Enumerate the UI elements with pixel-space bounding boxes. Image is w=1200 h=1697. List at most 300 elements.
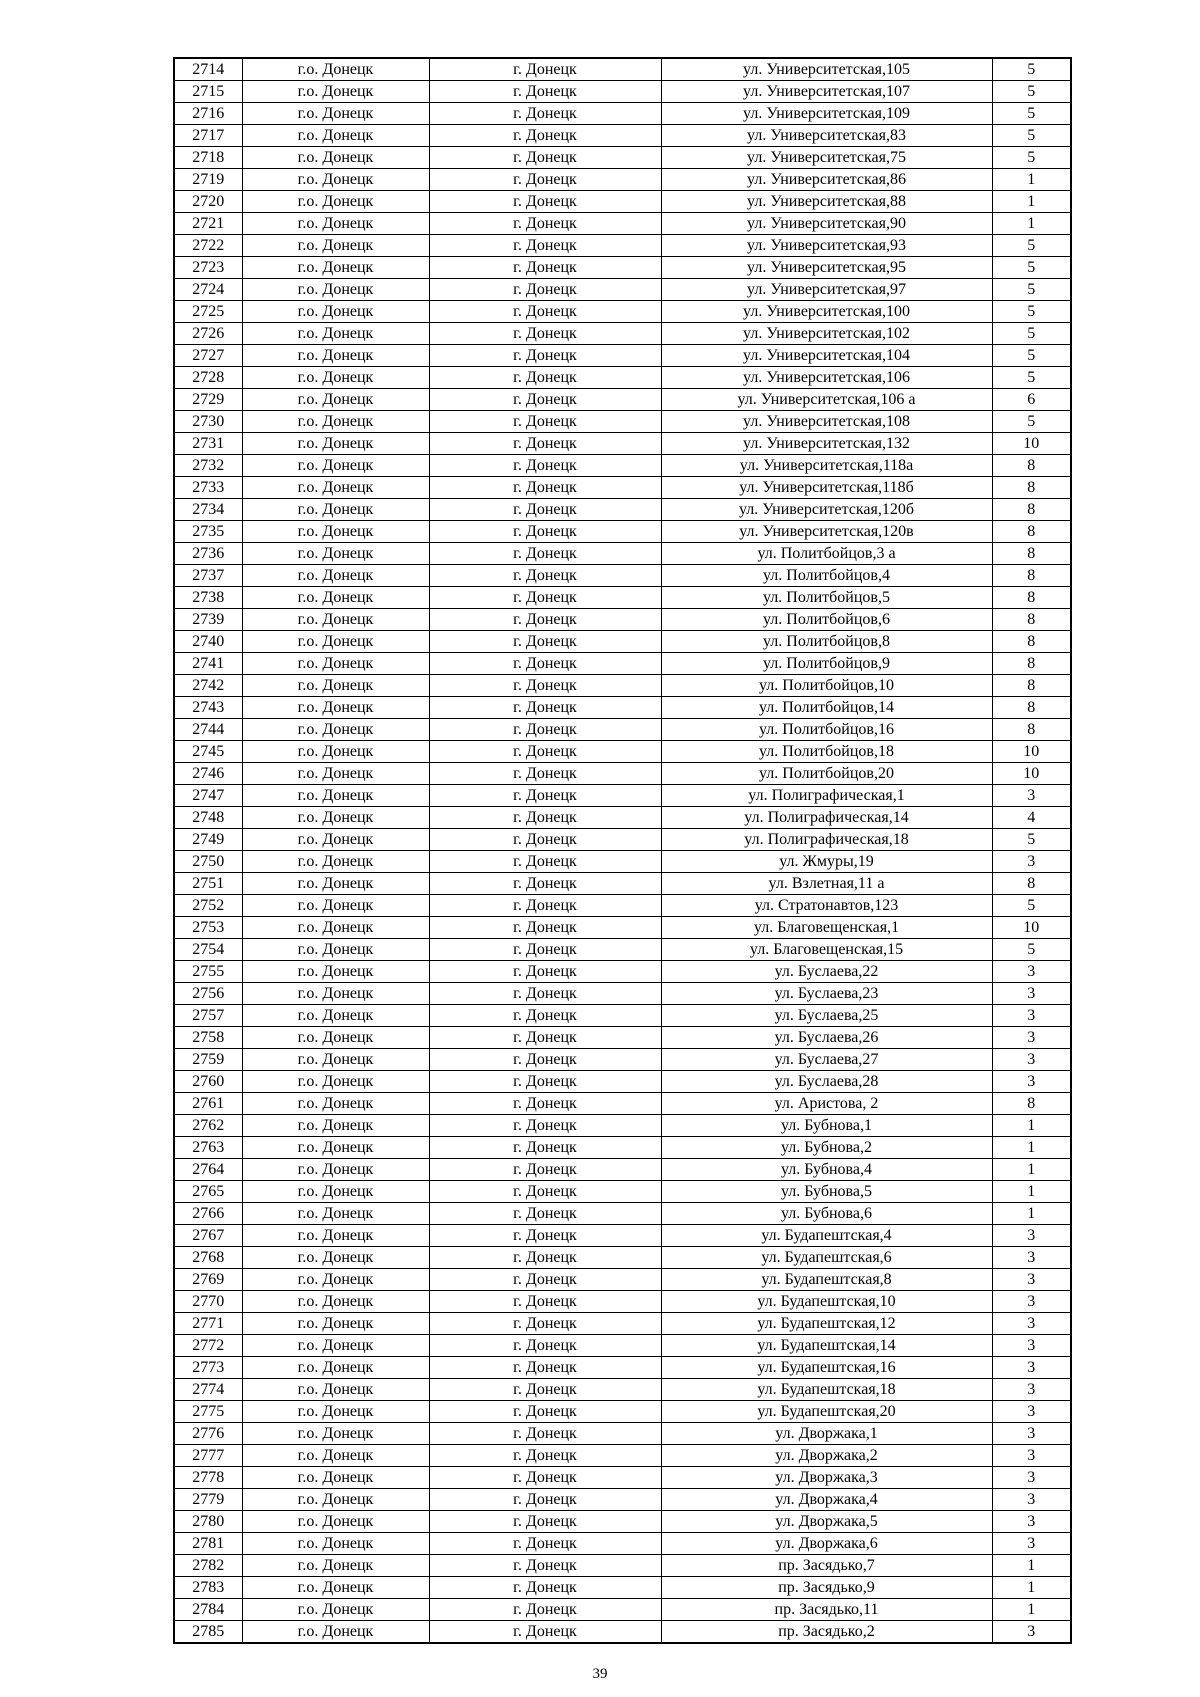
table-row [174, 345, 1071, 367]
row-number-cell: 2716 [174, 103, 242, 125]
city-cell: г. Донецк [429, 1335, 661, 1357]
row-number-cell: 2781 [174, 1533, 242, 1555]
table-row [174, 587, 1071, 609]
district-cell: г.о. Донецк [242, 169, 429, 191]
district-cell: г.о. Донецк [242, 1489, 429, 1511]
row-number-cell: 2770 [174, 1291, 242, 1313]
table-row [174, 917, 1071, 939]
row-number-cell: 2721 [174, 213, 242, 235]
row-number-cell: 2727 [174, 345, 242, 367]
city-cell: г. Донецк [429, 125, 661, 147]
row-number-cell: 2717 [174, 125, 242, 147]
address-cell: ул. Бубнова,1 [661, 1115, 992, 1137]
address-cell: ул. Буслаева,26 [661, 1027, 992, 1049]
district-cell: г.о. Донецк [242, 1423, 429, 1445]
row-number-cell: 2722 [174, 235, 242, 257]
row-number-cell: 2735 [174, 521, 242, 543]
city-cell: г. Донецк [429, 1577, 661, 1599]
table-row [174, 1203, 1071, 1225]
row-number-cell: 2785 [174, 1621, 242, 1644]
district-cell: г.о. Донецк [242, 477, 429, 499]
table-row [174, 125, 1071, 147]
city-cell: г. Донецк [429, 1093, 661, 1115]
address-cell: ул. Политбойцов,8 [661, 631, 992, 653]
count-cell: 8 [992, 455, 1071, 477]
table-row [174, 895, 1071, 917]
table-row [174, 191, 1071, 213]
city-cell: г. Донецк [429, 697, 661, 719]
row-number-cell: 2775 [174, 1401, 242, 1423]
table-row [174, 323, 1071, 345]
city-cell: г. Донецк [429, 1401, 661, 1423]
address-cell: пр. Засядько,11 [661, 1599, 992, 1621]
address-cell: ул. Политбойцов,3 а [661, 543, 992, 565]
address-cell: ул. Университетская,118б [661, 477, 992, 499]
district-cell: г.о. Донецк [242, 895, 429, 917]
count-cell: 8 [992, 565, 1071, 587]
address-cell: ул. Буслаева,25 [661, 1005, 992, 1027]
table-row [174, 1577, 1071, 1599]
count-cell: 5 [992, 147, 1071, 169]
city-cell: г. Донецк [429, 1137, 661, 1159]
table-row [174, 279, 1071, 301]
district-cell: г.о. Донецк [242, 455, 429, 477]
table-row [174, 565, 1071, 587]
city-cell: г. Донецк [429, 1555, 661, 1577]
table-row [174, 1335, 1071, 1357]
city-cell: г. Донецк [429, 631, 661, 653]
table-row [174, 58, 1071, 81]
count-cell: 3 [992, 1225, 1071, 1247]
address-cell: ул. Дворжака,2 [661, 1445, 992, 1467]
count-cell: 8 [992, 543, 1071, 565]
city-cell: г. Донецк [429, 939, 661, 961]
count-cell: 3 [992, 1489, 1071, 1511]
city-cell: г. Донецк [429, 169, 661, 191]
count-cell: 3 [992, 785, 1071, 807]
city-cell: г. Донецк [429, 1027, 661, 1049]
row-number-cell: 2756 [174, 983, 242, 1005]
address-cell: пр. Засядько,2 [661, 1621, 992, 1644]
row-number-cell: 2754 [174, 939, 242, 961]
address-cell: ул. Университетская,102 [661, 323, 992, 345]
table-row [174, 1225, 1071, 1247]
address-cell: ул. Будапештская,8 [661, 1269, 992, 1291]
district-cell: г.о. Донецк [242, 147, 429, 169]
city-cell: г. Донецк [429, 1181, 661, 1203]
city-cell: г. Донецк [429, 1071, 661, 1093]
count-cell: 5 [992, 81, 1071, 103]
count-cell: 5 [992, 345, 1071, 367]
count-cell: 3 [992, 1467, 1071, 1489]
address-cell: пр. Засядько,9 [661, 1577, 992, 1599]
address-cell: ул. Университетская,86 [661, 169, 992, 191]
count-cell: 8 [992, 697, 1071, 719]
district-cell: г.о. Донецк [242, 81, 429, 103]
table-row [174, 147, 1071, 169]
city-cell: г. Донецк [429, 433, 661, 455]
count-cell: 8 [992, 631, 1071, 653]
district-cell: г.о. Донецк [242, 1313, 429, 1335]
row-number-cell: 2729 [174, 389, 242, 411]
district-cell: г.о. Донецк [242, 851, 429, 873]
address-cell: ул. Университетская,90 [661, 213, 992, 235]
table-row [174, 1467, 1071, 1489]
district-cell: г.о. Донецк [242, 411, 429, 433]
address-cell: ул. Университетская,132 [661, 433, 992, 455]
city-cell: г. Донецк [429, 213, 661, 235]
table-row [174, 1401, 1071, 1423]
table-row [174, 1555, 1071, 1577]
row-number-cell: 2751 [174, 873, 242, 895]
row-number-cell: 2768 [174, 1247, 242, 1269]
city-cell: г. Донецк [429, 741, 661, 763]
row-number-cell: 2742 [174, 675, 242, 697]
row-number-cell: 2715 [174, 81, 242, 103]
count-cell: 3 [992, 1313, 1071, 1335]
table-row [174, 499, 1071, 521]
city-cell: г. Донецк [429, 895, 661, 917]
count-cell: 3 [992, 1511, 1071, 1533]
table-row [174, 1621, 1071, 1644]
city-cell: г. Донецк [429, 565, 661, 587]
address-cell: ул. Университетская,120в [661, 521, 992, 543]
district-cell: г.о. Донецк [242, 1621, 429, 1644]
table-row [174, 1115, 1071, 1137]
district-cell: г.о. Донецк [242, 389, 429, 411]
city-cell: г. Донецк [429, 1159, 661, 1181]
address-cell: ул. Буслаева,23 [661, 983, 992, 1005]
city-cell: г. Донецк [429, 1467, 661, 1489]
count-cell: 5 [992, 103, 1071, 125]
count-cell: 1 [992, 1115, 1071, 1137]
row-number-cell: 2780 [174, 1511, 242, 1533]
row-number-cell: 2771 [174, 1313, 242, 1335]
row-number-cell: 2761 [174, 1093, 242, 1115]
count-cell: 5 [992, 939, 1071, 961]
address-cell: ул. Университетская,106 а [661, 389, 992, 411]
address-cell: ул. Бубнова,6 [661, 1203, 992, 1225]
count-cell: 8 [992, 499, 1071, 521]
district-cell: г.о. Донецк [242, 323, 429, 345]
city-cell: г. Донецк [429, 983, 661, 1005]
city-cell: г. Донецк [429, 235, 661, 257]
count-cell: 3 [992, 1379, 1071, 1401]
district-cell: г.о. Донецк [242, 873, 429, 895]
row-number-cell: 2733 [174, 477, 242, 499]
count-cell: 3 [992, 1049, 1071, 1071]
district-cell: г.о. Донецк [242, 609, 429, 631]
table-row [174, 521, 1071, 543]
district-cell: г.о. Донецк [242, 301, 429, 323]
district-cell: г.о. Донецк [242, 697, 429, 719]
city-cell: г. Донецк [429, 81, 661, 103]
address-cell: ул. Университетская,100 [661, 301, 992, 323]
count-cell: 5 [992, 301, 1071, 323]
count-cell: 1 [992, 1137, 1071, 1159]
city-cell: г. Донецк [429, 389, 661, 411]
city-cell: г. Донецк [429, 719, 661, 741]
count-cell: 8 [992, 675, 1071, 697]
table-row [174, 1291, 1071, 1313]
table-row [174, 763, 1071, 785]
table-row [174, 301, 1071, 323]
district-cell: г.о. Донецк [242, 653, 429, 675]
row-number-cell: 2766 [174, 1203, 242, 1225]
address-cell: ул. Благовещенская,1 [661, 917, 992, 939]
address-cell: ул. Бубнова,2 [661, 1137, 992, 1159]
address-cell: ул. Университетская,75 [661, 147, 992, 169]
address-cell: ул. Будапештская,16 [661, 1357, 992, 1379]
page-number: 39 [592, 1666, 608, 1682]
city-cell: г. Донецк [429, 1621, 661, 1644]
district-cell: г.о. Донецк [242, 1005, 429, 1027]
address-cell: ул. Университетская,105 [661, 58, 992, 81]
district-cell: г.о. Донецк [242, 257, 429, 279]
table-row [174, 851, 1071, 873]
table-row [174, 1269, 1071, 1291]
district-cell: г.о. Донецк [242, 675, 429, 697]
address-table-body [174, 58, 1071, 1643]
table-row [174, 1005, 1071, 1027]
row-number-cell: 2744 [174, 719, 242, 741]
table-row [174, 1423, 1071, 1445]
address-cell: ул. Жмуры,19 [661, 851, 992, 873]
table-row [174, 543, 1071, 565]
count-cell: 5 [992, 367, 1071, 389]
city-cell: г. Донецк [429, 587, 661, 609]
district-cell: г.о. Донецк [242, 125, 429, 147]
district-cell: г.о. Донецк [242, 1247, 429, 1269]
city-cell: г. Донецк [429, 499, 661, 521]
table-row [174, 1071, 1071, 1093]
count-cell: 5 [992, 58, 1071, 81]
row-number-cell: 2732 [174, 455, 242, 477]
table-row [174, 477, 1071, 499]
address-cell: ул. Университетская,120б [661, 499, 992, 521]
count-cell: 10 [992, 917, 1071, 939]
count-cell: 3 [992, 851, 1071, 873]
city-cell: г. Донецк [429, 873, 661, 895]
row-number-cell: 2728 [174, 367, 242, 389]
table-row [174, 873, 1071, 895]
table-row [174, 1093, 1071, 1115]
district-cell: г.о. Донецк [242, 1203, 429, 1225]
table-row [174, 81, 1071, 103]
district-cell: г.о. Донецк [242, 1225, 429, 1247]
count-cell: 1 [992, 1577, 1071, 1599]
count-cell: 8 [992, 719, 1071, 741]
address-cell: ул. Политбойцов,10 [661, 675, 992, 697]
count-cell: 5 [992, 235, 1071, 257]
district-cell: г.о. Донецк [242, 1599, 429, 1621]
city-cell: г. Донецк [429, 1379, 661, 1401]
address-cell: ул. Университетская,109 [661, 103, 992, 125]
district-cell: г.о. Донецк [242, 829, 429, 851]
city-cell: г. Донецк [429, 301, 661, 323]
address-cell: ул. Дворжака,4 [661, 1489, 992, 1511]
count-cell: 3 [992, 1071, 1071, 1093]
table-row [174, 213, 1071, 235]
address-cell: ул. Полиграфическая,18 [661, 829, 992, 851]
row-number-cell: 2740 [174, 631, 242, 653]
row-number-cell: 2757 [174, 1005, 242, 1027]
city-cell: г. Донецк [429, 58, 661, 81]
address-cell: ул. Стратонавтов,123 [661, 895, 992, 917]
row-number-cell: 2737 [174, 565, 242, 587]
district-cell: г.о. Донецк [242, 499, 429, 521]
count-cell: 3 [992, 1445, 1071, 1467]
district-cell: г.о. Донецк [242, 1577, 429, 1599]
city-cell: г. Донецк [429, 191, 661, 213]
address-cell: ул. Бубнова,5 [661, 1181, 992, 1203]
count-cell: 10 [992, 741, 1071, 763]
count-cell: 3 [992, 1005, 1071, 1027]
count-cell: 5 [992, 279, 1071, 301]
address-cell: ул. Политбойцов,5 [661, 587, 992, 609]
count-cell: 10 [992, 433, 1071, 455]
row-number-cell: 2755 [174, 961, 242, 983]
count-cell: 4 [992, 807, 1071, 829]
address-cell: ул. Университетская,83 [661, 125, 992, 147]
city-cell: г. Донецк [429, 1049, 661, 1071]
table-row [174, 1247, 1071, 1269]
row-number-cell: 2726 [174, 323, 242, 345]
district-cell: г.о. Донецк [242, 1335, 429, 1357]
address-cell: ул. Университетская,88 [661, 191, 992, 213]
district-cell: г.о. Донецк [242, 58, 429, 81]
address-cell: ул. Университетская,93 [661, 235, 992, 257]
district-cell: г.о. Донецк [242, 1467, 429, 1489]
row-number-cell: 2769 [174, 1269, 242, 1291]
district-cell: г.о. Донецк [242, 367, 429, 389]
count-cell: 1 [992, 1599, 1071, 1621]
table-row [174, 1511, 1071, 1533]
row-number-cell: 2730 [174, 411, 242, 433]
district-cell: г.о. Донецк [242, 983, 429, 1005]
city-cell: г. Донецк [429, 851, 661, 873]
address-cell: ул. Будапештская,20 [661, 1401, 992, 1423]
table-row [174, 455, 1071, 477]
table-row [174, 1027, 1071, 1049]
row-number-cell: 2746 [174, 763, 242, 785]
row-number-cell: 2763 [174, 1137, 242, 1159]
row-number-cell: 2776 [174, 1423, 242, 1445]
city-cell: г. Донецк [429, 763, 661, 785]
district-cell: г.о. Донецк [242, 235, 429, 257]
city-cell: г. Донецк [429, 543, 661, 565]
district-cell: г.о. Донецк [242, 279, 429, 301]
city-cell: г. Донецк [429, 961, 661, 983]
table-row [174, 169, 1071, 191]
city-cell: г. Донецк [429, 829, 661, 851]
address-cell: ул. Политбойцов,4 [661, 565, 992, 587]
address-cell: ул. Университетская,118а [661, 455, 992, 477]
row-number-cell: 2779 [174, 1489, 242, 1511]
row-number-cell: 2748 [174, 807, 242, 829]
row-number-cell: 2720 [174, 191, 242, 213]
table-row [174, 1445, 1071, 1467]
city-cell: г. Донецк [429, 1511, 661, 1533]
district-cell: г.о. Донецк [242, 565, 429, 587]
address-cell: ул. Политбойцов,16 [661, 719, 992, 741]
city-cell: г. Донецк [429, 1599, 661, 1621]
address-table [173, 57, 1072, 1644]
table-row [174, 807, 1071, 829]
city-cell: г. Донецк [429, 147, 661, 169]
count-cell: 1 [992, 213, 1071, 235]
address-cell: ул. Буслаева,27 [661, 1049, 992, 1071]
table-row [174, 103, 1071, 125]
row-number-cell: 2764 [174, 1159, 242, 1181]
table-row [174, 1533, 1071, 1555]
row-number-cell: 2772 [174, 1335, 242, 1357]
count-cell: 3 [992, 1247, 1071, 1269]
row-number-cell: 2739 [174, 609, 242, 631]
city-cell: г. Донецк [429, 1005, 661, 1027]
district-cell: г.о. Донецк [242, 939, 429, 961]
district-cell: г.о. Донецк [242, 521, 429, 543]
city-cell: г. Донецк [429, 1357, 661, 1379]
city-cell: г. Донецк [429, 1445, 661, 1467]
city-cell: г. Донецк [429, 1533, 661, 1555]
row-number-cell: 2777 [174, 1445, 242, 1467]
row-number-cell: 2783 [174, 1577, 242, 1599]
count-cell: 1 [992, 1159, 1071, 1181]
address-cell: ул. Университетская,108 [661, 411, 992, 433]
district-cell: г.о. Донецк [242, 1533, 429, 1555]
table-row [174, 653, 1071, 675]
table-row [174, 697, 1071, 719]
city-cell: г. Донецк [429, 1423, 661, 1445]
address-cell: ул. Дворжака,3 [661, 1467, 992, 1489]
city-cell: г. Донецк [429, 1489, 661, 1511]
address-cell: ул. Университетская,95 [661, 257, 992, 279]
district-cell: г.о. Донецк [242, 103, 429, 125]
address-cell: ул. Буслаева,28 [661, 1071, 992, 1093]
address-cell: ул. Взлетная,11 а [661, 873, 992, 895]
row-number-cell: 2758 [174, 1027, 242, 1049]
district-cell: г.о. Донецк [242, 807, 429, 829]
count-cell: 3 [992, 961, 1071, 983]
count-cell: 8 [992, 587, 1071, 609]
table-row [174, 741, 1071, 763]
row-number-cell: 2738 [174, 587, 242, 609]
count-cell: 5 [992, 829, 1071, 851]
district-cell: г.о. Донецк [242, 543, 429, 565]
city-cell: г. Донецк [429, 1203, 661, 1225]
district-cell: г.о. Донецк [242, 1379, 429, 1401]
city-cell: г. Донецк [429, 455, 661, 477]
city-cell: г. Донецк [429, 323, 661, 345]
row-number-cell: 2762 [174, 1115, 242, 1137]
count-cell: 1 [992, 191, 1071, 213]
address-cell: ул. Будапештская,14 [661, 1335, 992, 1357]
district-cell: г.о. Донецк [242, 1071, 429, 1093]
table-row [174, 235, 1071, 257]
city-cell: г. Донецк [429, 917, 661, 939]
count-cell: 3 [992, 1027, 1071, 1049]
count-cell: 10 [992, 763, 1071, 785]
district-cell: г.о. Донецк [242, 1181, 429, 1203]
address-cell: ул. Политбойцов,18 [661, 741, 992, 763]
row-number-cell: 2750 [174, 851, 242, 873]
table-row [174, 1357, 1071, 1379]
count-cell: 8 [992, 653, 1071, 675]
address-cell: ул. Будапештская,12 [661, 1313, 992, 1335]
count-cell: 3 [992, 1423, 1071, 1445]
city-cell: г. Донецк [429, 1313, 661, 1335]
